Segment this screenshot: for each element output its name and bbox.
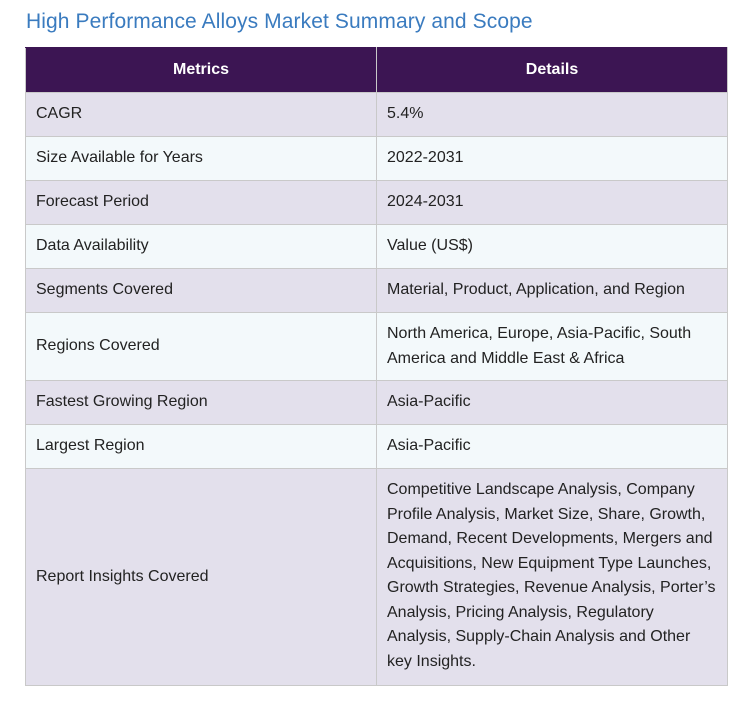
market-summary-table — [25, 47, 728, 686]
table-row — [26, 313, 728, 381]
details-cell: North America, Europe, Asia-Pacific, South America and Middle East & Africa — [377, 313, 728, 381]
metric-cell: Segments Covered — [26, 269, 377, 313]
table-row — [26, 181, 728, 225]
metric-cell: Fastest Growing Region — [26, 381, 377, 425]
table-row — [26, 425, 728, 469]
table-row — [26, 93, 728, 137]
details-cell: 5.4% — [377, 93, 728, 137]
details-cell: Value (US$) — [377, 225, 728, 269]
details-cell: Asia-Pacific — [377, 381, 728, 425]
table-row — [26, 269, 728, 313]
table-header-row — [26, 48, 728, 93]
metric-cell: Report Insights Covered — [26, 469, 377, 686]
details-cell: 2024-2031 — [377, 181, 728, 225]
metric-cell: Data Availability — [26, 225, 377, 269]
details-cell: 2022-2031 — [377, 137, 728, 181]
details-cell: Competitive Landscape Analysis, Company Profile Analysis, Market Size, Share, Growth, Demand, Recent Developments, Mergers and Acquisitions, New Equipment Type Launches, Growth Strategies, Revenue Analysis, Porter’s Analysis, Pricing Analysis, Regulatory Analysis, Supply-Chain Analysis and Other key Insights. — [377, 469, 728, 686]
table-row — [26, 469, 728, 686]
table-row — [26, 137, 728, 181]
column-header-details: Details — [377, 48, 728, 93]
metric-cell: Size Available for Years — [26, 137, 377, 181]
metric-cell: Largest Region — [26, 425, 377, 469]
table-row — [26, 225, 728, 269]
metric-cell: Forecast Period — [26, 181, 377, 225]
column-header-metrics: Metrics — [26, 48, 377, 93]
metric-cell: Regions Covered — [26, 313, 377, 381]
details-cell: Material, Product, Application, and Region — [377, 269, 728, 313]
table-row — [26, 381, 728, 425]
metric-cell: CAGR — [26, 93, 377, 137]
details-cell: Asia-Pacific — [377, 425, 728, 469]
page-title: High Performance Alloys Market Summary and Scope — [26, 10, 533, 33]
